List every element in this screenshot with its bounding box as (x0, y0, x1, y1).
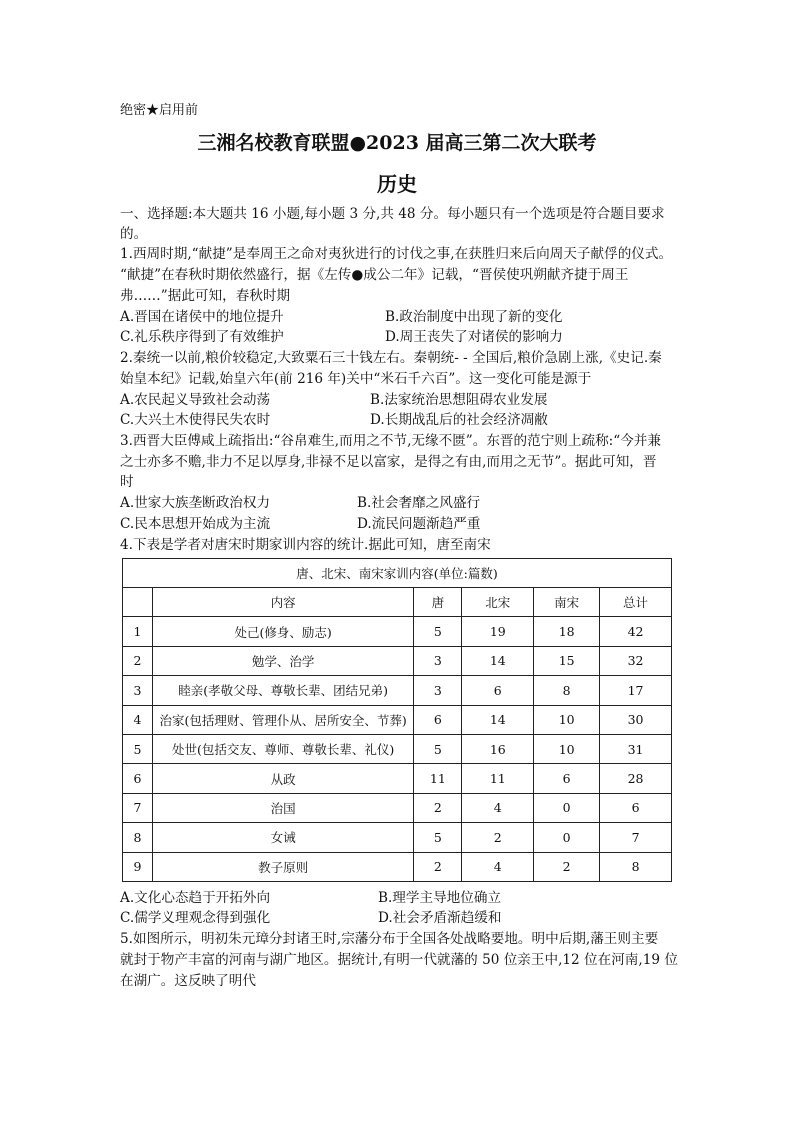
subject-title: 历史 (377, 172, 417, 196)
question-1-option-b[interactable]: B.政治制度中出现了新的变化 (385, 309, 563, 325)
table-cell: 0 (534, 793, 600, 822)
table-header-row (123, 588, 672, 617)
question-4-option-b[interactable]: B.理学主导地位确立 (378, 890, 502, 906)
table-cell: 6 (600, 793, 672, 822)
table-cell: 5 (414, 823, 462, 852)
family-instructions-table (122, 558, 672, 882)
table-cell: 18 (534, 617, 600, 646)
question-3-option-a[interactable]: A.世家大族垄断政治权力 (120, 495, 271, 511)
question-1-stem-2: “献捷”在春秋时期依然盛行，据《左传●成公二年》记载，“晋侯使巩朔献齐捷于周王 (120, 267, 629, 283)
table-cell: 5 (414, 734, 462, 763)
table-cell: 2 (414, 793, 462, 822)
question-4-stem: 4.下表是学者对唐宋时期家训内容的统计.据此可知，唐至南宋 (120, 537, 491, 553)
question-2-option-c[interactable]: C.大兴土木使得民失农时 (120, 412, 271, 428)
question-1-option-a[interactable]: A.晋国在诸侯中的地位提升 (120, 309, 284, 325)
table-header-cell: 内容 (152, 588, 413, 617)
table-cell: 女诫 (152, 823, 413, 852)
question-3-stem: 3.西晋大臣傅咸上疏指出:“谷帛难生,而用之不节,无缘不匮”。东晋的范宁则上疏称:“今并兼 (120, 433, 661, 449)
table-cell: 勉学、治学 (152, 646, 413, 675)
table-cell: 6 (534, 764, 600, 793)
table-cell: 处世(包括交友、尊师、尊敬长辈、礼仪) (152, 734, 413, 763)
table-cell: 14 (462, 646, 534, 675)
table-cell: 19 (462, 617, 534, 646)
table-cell: 15 (534, 646, 600, 675)
table-cell: 3 (414, 676, 462, 705)
table-cell: 2 (534, 852, 600, 881)
table-cell: 0 (534, 823, 600, 852)
table-cell: 6 (123, 764, 153, 793)
table-caption-row (123, 559, 672, 588)
question-1-stem-3: 弗……”据此可知，春秋时期 (120, 288, 291, 304)
table-cell: 11 (462, 764, 534, 793)
table-row (123, 617, 672, 646)
table-header-cell: 南宋 (534, 588, 600, 617)
table-row (123, 823, 672, 852)
table-cell: 10 (534, 734, 600, 763)
table-cell: 16 (462, 734, 534, 763)
table-header-cell: 唐 (414, 588, 462, 617)
question-1-option-d[interactable]: D.周王丧失了对诸侯的影响力 (385, 329, 563, 345)
table-cell: 14 (462, 705, 534, 734)
table-header-cell (123, 588, 153, 617)
table-cell: 2 (462, 823, 534, 852)
table-row (123, 793, 672, 822)
question-3-option-b[interactable]: B.社会奢靡之风盛行 (357, 495, 481, 511)
table-cell: 32 (600, 646, 672, 675)
question-4-option-c[interactable]: C.儒学义理观念得到强化 (120, 910, 271, 926)
table-cell: 处己(修身、励志) (152, 617, 413, 646)
question-2-option-a[interactable]: A.农民起义导致社会动荡 (120, 392, 271, 408)
question-2-option-b[interactable]: B.法家统治思想阻碍农业发展 (370, 392, 548, 408)
table-row (123, 852, 672, 881)
table-cell: 3 (123, 676, 153, 705)
table-cell: 8 (123, 823, 153, 852)
table-cell: 4 (462, 852, 534, 881)
table-cell: 7 (600, 823, 672, 852)
question-1-option-c[interactable]: C.礼乐秩序得到了有效维护 (120, 329, 284, 345)
confidential-label: 绝密★启用前 (120, 103, 199, 118)
question-3-option-c[interactable]: C.民本思想开始成为主流 (120, 516, 271, 532)
table-cell: 30 (600, 705, 672, 734)
table-cell: 治家(包括理财、管理仆从、居所安全、节葬) (152, 705, 413, 734)
table-row (123, 764, 672, 793)
table-cell: 10 (534, 705, 600, 734)
question-3-stem-2: 之士亦多不赡,非力不足以厚身,非禄不足以富家，是得之有由,而用之无节”。据此可知，晋 (120, 454, 657, 470)
table-cell: 4 (462, 793, 534, 822)
table-cell: 42 (600, 617, 672, 646)
table-header-cell: 总计 (600, 588, 672, 617)
table-cell: 28 (600, 764, 672, 793)
question-2-stem: 2.秦统一以前,粮价较稳定,大致粟石三十钱左右。秦朝统- - 全国后,粮价急剧上涨,《史记.秦 (120, 350, 662, 366)
table-cell: 治国 (152, 793, 413, 822)
question-2-option-d[interactable]: D.长期战乱后的社会经济凋敝 (370, 412, 548, 428)
table-cell: 9 (123, 852, 153, 881)
table-cell: 5 (414, 617, 462, 646)
table-caption: 唐、北宋、南宋家训内容(单位:篇数) (123, 559, 672, 588)
table-cell: 8 (600, 852, 672, 881)
table-cell: 3 (414, 646, 462, 675)
question-3-stem-3: 时 (120, 474, 134, 490)
question-2-stem-2: 始皇本纪》记载,始皇六年(前 216 年)关中“米石千六百”。这一变化可能是源于 (120, 371, 592, 387)
table-cell: 1 (123, 617, 153, 646)
table-row (123, 676, 672, 705)
table-cell: 17 (600, 676, 672, 705)
table-cell: 6 (462, 676, 534, 705)
section-intro-cont: 的。 (120, 226, 148, 242)
table-cell: 2 (414, 852, 462, 881)
question-4-option-a[interactable]: A.文化心态趋于开拓外向 (120, 890, 271, 906)
question-5-stem: 5.如图所示，明初朱元璋分封诸王时,宗藩分布于全国各处战略要地。明中后期,藩王则主要 (120, 931, 659, 947)
table-cell: 睦亲(孝敬父母、尊敬长辈、团结兄弟) (152, 676, 413, 705)
question-3-option-d[interactable]: D.流民问题渐趋严重 (357, 516, 481, 532)
table-cell: 从政 (152, 764, 413, 793)
question-4-option-d[interactable]: D.社会矛盾渐趋缓和 (378, 910, 502, 926)
table-header-cell: 北宋 (462, 588, 534, 617)
exam-title: 三湘名校教育联盟●2023 届高三第二次大联考 (197, 132, 597, 154)
table-cell: 6 (414, 705, 462, 734)
table-cell: 2 (123, 646, 153, 675)
table-cell: 5 (123, 734, 153, 763)
question-5-stem-3: 在湖广。这反映了明代 (120, 973, 256, 989)
table-cell: 8 (534, 676, 600, 705)
table-cell: 31 (600, 734, 672, 763)
table-cell: 教子原则 (152, 852, 413, 881)
table-row (123, 734, 672, 763)
section-intro: 一、选择题:本大题共 16 小题,每小题 3 分,共 48 分。每小题只有一个选项是符合题目要求 (120, 206, 665, 222)
table-cell: 4 (123, 705, 153, 734)
question-1-stem: 1.西周时期,“献捷”是奉周王之命对夷狄进行的讨伐之事,在获胜归来后向周天子献俘的仪式。 (120, 246, 673, 262)
table-cell: 11 (414, 764, 462, 793)
table-row (123, 705, 672, 734)
table-row (123, 646, 672, 675)
table-cell: 7 (123, 793, 153, 822)
question-5-stem-2: 就封于物产丰富的河南与湖广地区。据统计,有明一代就藩的 50 位亲王中,12 位在河南,19 位 (120, 952, 678, 968)
